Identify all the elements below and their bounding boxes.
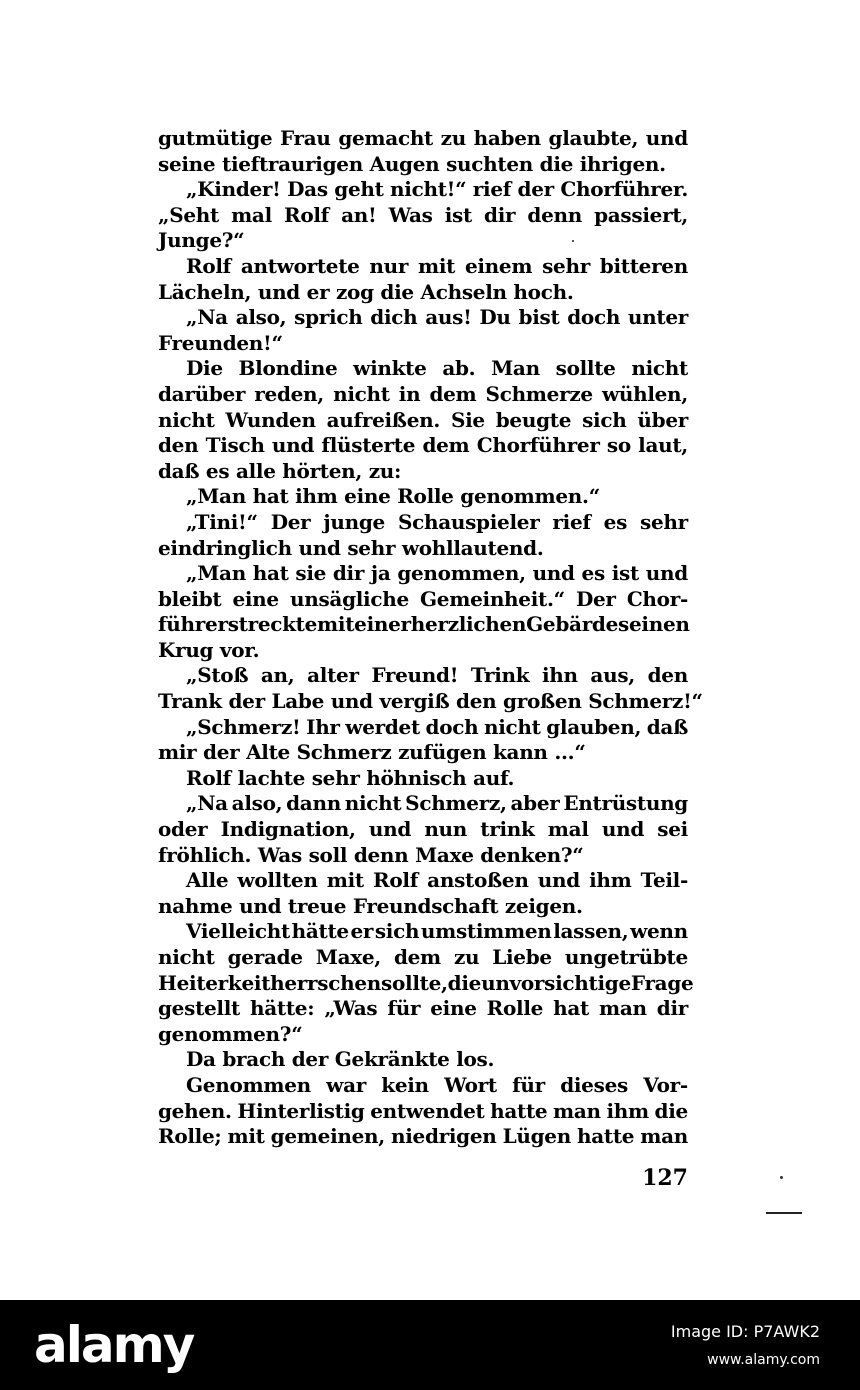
dash-mark xyxy=(766,1212,802,1214)
text-line: fröhlich. Was soll denn Maxe denken?“ xyxy=(158,842,584,867)
speck-mark xyxy=(780,1176,783,1179)
brand-logo: alamy xyxy=(34,1316,194,1374)
text-line: „Kinder! Das geht nicht!“ rief der Chorführer. xyxy=(186,177,688,202)
text-line: seine tieftraurigen Augen suchten die ihrigen. xyxy=(158,151,666,176)
text-line: „Seht mal Rolf an! Was ist dir denn passiert, xyxy=(158,202,688,227)
text-line: „Tini!“ Der junge Schauspieler rief es sehr xyxy=(186,509,688,534)
text-line: „Stoß an, alter Freund! Trink ihn aus, den xyxy=(186,663,688,688)
text-line: Vielleicht hätte er sich umstimmen lassen, wenn xyxy=(186,919,688,944)
text-line: Rolle; mit gemeinen, niedrigen Lügen hatte man xyxy=(158,1124,688,1149)
text-line: darüber reden, nicht in dem Schmerze wühlen, xyxy=(158,381,688,406)
text-line: „Schmerz! Ihr werdet doch nicht glauben, daß xyxy=(186,714,688,739)
text-line: führer streckte mit einer herzlichen Gebärde seinen xyxy=(158,612,690,637)
text-line: den Tisch und flüsterte dem Chorführer so laut, xyxy=(158,433,688,458)
text-line: Krug vor. xyxy=(158,637,260,662)
text-line: daß es alle hörten, zu: xyxy=(158,458,402,483)
speck-mark xyxy=(572,240,574,242)
text-line: Freunden!“ xyxy=(158,330,283,355)
text-line: nicht gerade Maxe, dem zu Liebe ungetrübte xyxy=(158,945,688,969)
text-line: Da brach der Gekränkte los. xyxy=(186,1047,495,1072)
text-line: Alle wollten mit Rolf anstoßen und ihm Teil- xyxy=(186,868,688,893)
page-number: 127 xyxy=(642,1165,688,1191)
text-line: „Man hat sie dir ja genommen, und es ist und xyxy=(186,561,688,586)
text-line: genommen?“ xyxy=(158,1021,303,1046)
text-line: oder Indignation, und nun trink mal und sei xyxy=(158,817,688,842)
text-line: Lächeln, und er zog die Achseln hoch. xyxy=(158,279,574,304)
text-line: gehen. Hinterlistig entwendet hatte man ihm die xyxy=(158,1098,688,1123)
text-line: bleibt eine unsägliche Gemeinheit.“ Der Chor- xyxy=(158,586,688,611)
text-line: „Na also, sprich dich aus! Du bist doch unter xyxy=(186,305,688,330)
text-line: „Man hat ihm eine Rolle genommen.“ xyxy=(186,484,600,509)
text-line: Die Blondine winkte ab. Man sollte nicht xyxy=(186,356,688,381)
text-line: Rolf antwortete nur mit einem sehr bitteren xyxy=(186,253,688,278)
text-line: gestellt hätte: „Was für eine Rolle hat man dir xyxy=(158,996,688,1021)
text-line: Rolf lachte sehr höhnisch auf. xyxy=(186,765,515,790)
image-id-label: Image ID: P7AWK2 xyxy=(670,1322,820,1341)
text-line: Junge?“ xyxy=(158,228,245,253)
text-line: nahme und treue Freundschaft zeigen. xyxy=(158,893,583,918)
text-line: Trank der Labe und vergiß den großen Schmerz!“ xyxy=(158,689,703,714)
body-text xyxy=(158,126,703,1150)
text-line: gutmütige Frau gemacht zu haben glaubte, und xyxy=(158,126,688,150)
text-line: eindringlich und sehr wohllautend. xyxy=(158,535,544,560)
text-line: „Na also, dann nicht Schmerz, aber Entrüstung xyxy=(186,791,688,816)
text-line: mir der Alte Schmerz zufügen kann ...“ xyxy=(158,740,586,765)
text-line: nicht Wunden aufreißen. Sie beugte sich über xyxy=(158,407,688,432)
text-line: Heiterkeit herrschen sollte, die unvorsichtige Frage xyxy=(158,970,694,995)
text-line: Genommen war kein Wort für dieses Vor- xyxy=(186,1072,688,1097)
site-url: www.alamy.com xyxy=(707,1352,820,1368)
